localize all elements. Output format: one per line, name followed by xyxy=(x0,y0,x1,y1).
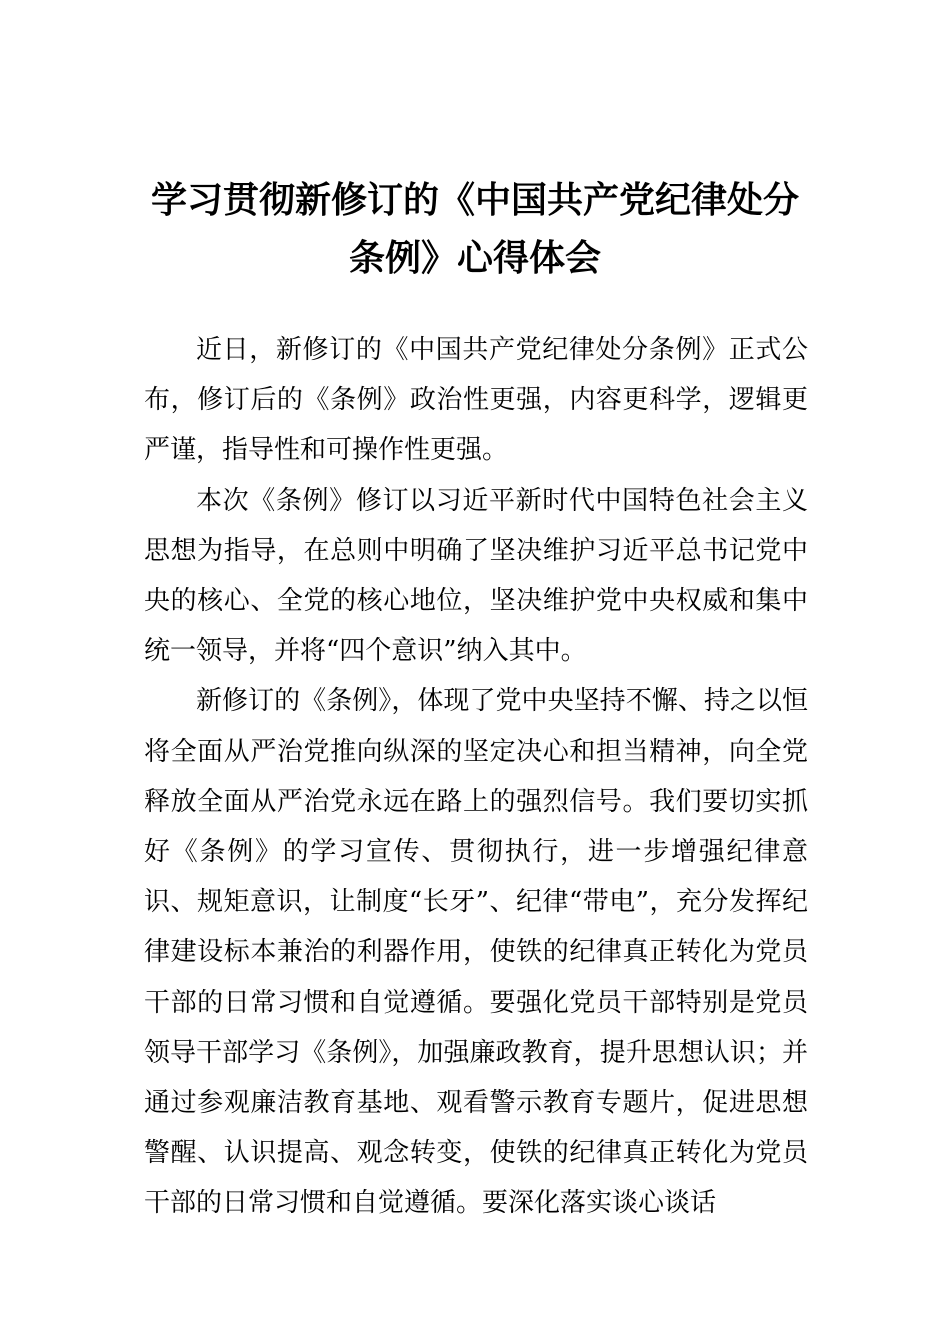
document-title xyxy=(120,172,830,288)
title-line-2: 条例》心得体会 xyxy=(348,238,601,279)
paragraph-1: 近日，新修订的《中国共产党纪律处分条例》正式公布，修订后的《条例》政治性更强，内容更科学，逻辑更严谨，指导性和可操作性更强。 xyxy=(144,335,808,466)
title-line-1: 学习贯彻新修订的《中国共产党纪律处分 xyxy=(150,180,799,221)
paragraph-3: 新修订的《条例》，体现了党中央坚持不懈、持之以恒将全面从严治党推向纵深的坚定决心和担当精神，向全党释放全面从严治党永远在路上的强烈信号。我们要切实抓好《条例》的学习宣传、贯彻执行，进一步增强纪律意识、规矩意识，让制度“长牙”、纪律“带电”，充分发挥纪律建设标本兼治的利器作用，使铁的纪律真正转化为党员干部的日常习惯和自觉遵循。要强化党员干部特别是党员领导干部学习《条例》，加强廉政教育，提升思想认识；并通过参观廉洁教育基地、观看警示教育专题片，促进思想警醒、认识提高、观念转变，使铁的纪律真正转化为党员干部的日常习惯和自觉遵循。要深化落实谈心谈话 xyxy=(144,686,808,1219)
document-body xyxy=(144,325,808,1229)
paragraph-2: 本次《条例》修订以习近平新时代中国特色社会主义思想为指导，在总则中明确了坚决维护习近平总书记党中央的核心、全党的核心地位，坚决维护党中央权威和集中统一领导，并将“四个意识”纳入其中。 xyxy=(144,485,808,667)
